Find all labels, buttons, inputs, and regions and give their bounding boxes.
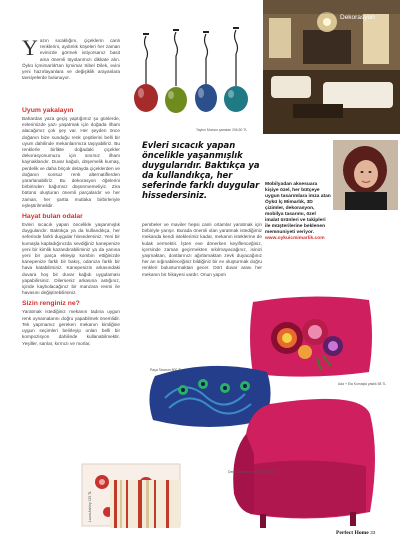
page-number: 33 — [370, 531, 376, 536]
profile-text: Mobilyadan aksesuara kişiye özel, her bütçeye uygun tasarımlara imza atan Öykü İç Mimarlık, 3D çizimler, dekorasyon, mobilya tasarımı, özel imalat ürünleri ve takipleri ile müşterilerine beklenen memnuniyeti veriyor. — [265, 182, 331, 235]
section-body-renk: Yaratmak istediğiniz mekanın tadına uygun renk oynamalarını doğru yapabilmek önemlidir. Tek yapmamız gereken mekanın kimliğine uygun seçimleri belirleyip onları belli bir kompozisyon dahilinde kullanabilmektir. Yeşiller, sarılar, kırmızı ve morlar, — [22, 309, 120, 346]
intro-paragraph — [22, 35, 120, 81]
profile-url[interactable]: www.oykuicmimarlik.com — [265, 236, 325, 241]
section-heading-renk: Sizin renginiz ne? — [22, 300, 80, 308]
candle-vases-image — [132, 24, 260, 124]
caption-vases: Tayfun Mumcu şamdan 206,50 TL — [196, 128, 248, 132]
designer-portrait — [333, 140, 398, 210]
section-tag: Dekorasyon — [340, 14, 375, 21]
intro-text: azın sıcaklığını, çiçeklerin canlı renklerini, aydınlık köşeleri her zaman evinizde görmek istiyorsanız basit ama önemli tüyolarımızı dikkate alın. Öykü İçmimarlık'tan İçmimar Sibel Dilek, evini yeni hazırlayanlara ve değişiklik arayanlara tavsiyelerde bulunuyor. — [22, 38, 120, 81]
caption-cushion-lauris: Laura Ashley 135 TL — [88, 490, 92, 522]
middle-column-text — [142, 222, 262, 278]
profile-box — [265, 182, 331, 242]
caption-pillow-peacock: Paşa Tasarım 800 TL — [150, 368, 183, 372]
striped-cushion-image — [110, 480, 180, 528]
caption-pillow-flowers: Ada + Ela Kumaşla yastık 58 TL — [338, 382, 387, 386]
caption-chair: Derin Design firm mini 1000 Euro — [228, 470, 278, 474]
section-body-hayat: Evleri sıcacık yapan öncelikle yaşanmışlık duygularıdır. Baktıkça ya da kullandıkça, her seferinde farklı duygular hissedersiniz. Yeni bir kumaşla kapladığınızda sevdiğiniz kanepenize yeni bir kimlik kazandırabilirsiniz ya da yanına yeni bir parça ekleyip kombin ettiğinizde kanepenize farklı bir bakış, odanıza farklı bir hava katabilirsiniz. Kanepenizin arkasındaki duvara hoş bir duvar kağıdı uygulaması yapabilirsiniz. Dilerseniz arkasına astığınız, içinde kaybolacağınız bir manzara resmi ile havasını değiştirebilirsiniz. — [22, 222, 120, 296]
section-heading-hayat: Hayat bulan odalar — [22, 213, 83, 221]
room-photo — [263, 0, 400, 134]
armchair-image — [210, 394, 384, 534]
footer-brand: Perfect Home — [336, 530, 369, 536]
dropcap: Y — [22, 35, 38, 60]
pull-quote: Evleri sıcacık yapan öncelikle yaşanmışlık duygularıdır. Baktıkça ya da kullandıkça, her seferinde farklı duygular hissedersiniz. — [142, 140, 260, 200]
left-column — [22, 103, 120, 349]
page-footer — [336, 530, 375, 536]
section-heading-uyum: Uyum yakalayın — [22, 107, 74, 114]
middle-text: pembeler ve maviler hepsi canlı ortamlar yaratmak için birbiriyle yarışır. Burada önemli olan yaratmak istediğimiz mekanda kendi isteklerimiz kadar, mekanın isteklerine de kulak vermektir. İşten eve dönerken keyiflenceğiniz, içersinde zaman geçirmekten sıkılmayacağınız, isinizi yaşmaktan, dostlarınızı ağırlamaktan zevk duyacağınız her an sığınabileceğiniz bildiğiniz bir ev oluşturmak doğru renkleri bulusturmaktan gecer. Dört duvar arası her mekanın bir hikayesi vardır. Onun yapım — [142, 222, 262, 277]
section-body-uyum: Bahardan yaza geçiş yaptığımız şu günlerde, evlerimizde yazı yaşatmak için doğada ilham alacağımız çok şey var. Her şeyden önce doğanın bize sunduğu renk çeşitlerini belli bir uyum dahilinde mekanlarımıza taşıyabiliriz. Bu renklerle birlikte doğadaki çiçekler dekorasyonumuzu için sınırsız ilham kaynaklarıdır. Duvar kağıdı, döşemelik kumaş, perdelik ve daha birçok detayda çiçeklerden ve doğanın sonsuz renk alternatiflerden yararlanabiliriz. Bu dekorasyon öğelerini birbirinden bağımsız düşünmemeliyiz. Zira bütünü oluşturan önemli parçalardır ve her zaman, her şartta mutlaka birbirleriyle eşleştirilmelidir. — [22, 116, 120, 208]
